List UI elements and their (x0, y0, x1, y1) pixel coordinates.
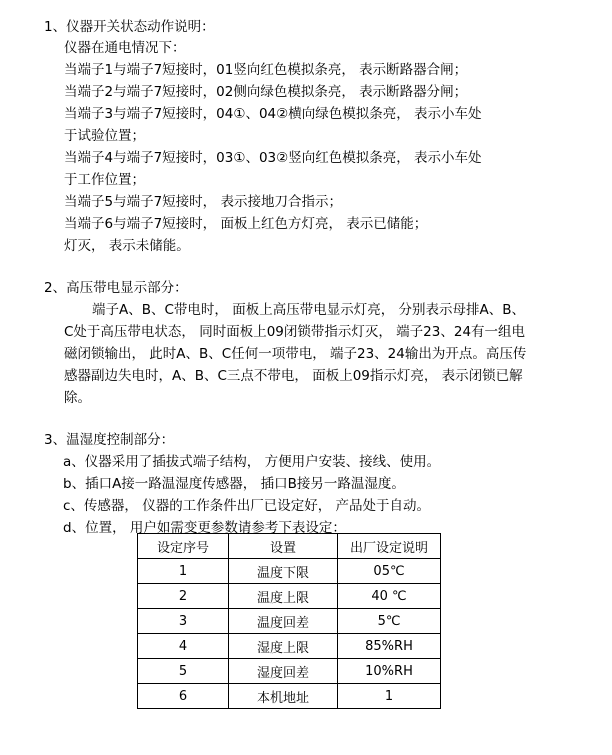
section1-line: 当端子1与端子7短接时，01竖向红色模拟条亮， 表示断路器合闸； (64, 62, 468, 78)
column-header: 出厂设定说明 (338, 534, 441, 559)
section1-line: 当端子5与端子7短接时， 表示接地刀合指示； (64, 194, 342, 210)
table-row (138, 559, 441, 584)
section1-line: 灯灭， 表示未储能。 (64, 238, 190, 254)
section3-item: b、插口A接一路温湿度传感器， 插口B接另一路温湿度。 (63, 476, 405, 492)
section1-line: 当端子3与端子7短接时，04①、04②横向绿色模拟条亮， 表示小车处 (64, 106, 482, 122)
table-row (138, 609, 441, 634)
section3-item: a、仪器采用了插拔式端子结构， 方便用户安装、接线、使用。 (63, 454, 441, 470)
table-cell: 5℃ (338, 609, 441, 634)
section2-line: C处于高压带电状态， 同时面板上09闭锁带指示灯灭， 端子23、24有一组电 (64, 324, 526, 340)
section1-line: 当端子2与端子7短接时，02侧向绿色模拟条亮， 表示断路器分闸； (64, 84, 468, 100)
table-row (138, 659, 441, 684)
section2-line: 感器副边失电时，A、B、C三点不带电， 面板上09指示灯亮， 表示闭锁已解 (64, 368, 523, 384)
section3-item: d、位置， 用户如需变更参数请参考下表设定： (63, 520, 346, 536)
table-cell: 40 ℃ (338, 584, 441, 609)
table-cell: 1 (338, 684, 441, 709)
table-row (138, 634, 441, 659)
table-cell: 湿度上限 (229, 634, 338, 659)
column-header: 设定序号 (138, 534, 229, 559)
table-header-row (138, 534, 441, 559)
section2-line: 磁闭锁输出， 此时A、B、C任何一项带电， 端子23、24输出为开点。高压传 (64, 346, 527, 362)
table-cell: 4 (138, 634, 229, 659)
table-cell: 6 (138, 684, 229, 709)
section1-intro: 仪器在通电情况下： (64, 40, 186, 56)
table-cell: 温度回差 (229, 609, 338, 634)
section1-line: 于试验位置； (64, 128, 145, 144)
table-cell: 1 (138, 559, 229, 584)
section1-line: 于工作位置； (64, 172, 145, 188)
section2-line: 端子A、B、C带电时， 面板上高压带电显示灯亮， 分别表示母排A、B、 (92, 302, 526, 318)
table-row (138, 684, 441, 709)
table-cell: 05℃ (338, 559, 441, 584)
settings-table (137, 533, 441, 709)
section3-heading: 3、温湿度控制部分： (44, 432, 175, 448)
section1-line: 当端子6与端子7短接时， 面板上红色方灯亮， 表示已储能； (64, 216, 428, 232)
table-cell: 2 (138, 584, 229, 609)
table-cell: 85%RH (338, 634, 441, 659)
section1-line: 当端子4与端子7短接时，03①、03②竖向红色模拟条亮， 表示小车处 (64, 150, 482, 166)
table-cell: 温度上限 (229, 584, 338, 609)
section3-item: c、传感器， 仪器的工作条件出厂已设定好， 产品处于自动。 (63, 498, 431, 514)
section2-line: 除。 (64, 390, 91, 406)
table-cell: 5 (138, 659, 229, 684)
table-cell: 3 (138, 609, 229, 634)
table-cell: 本机地址 (229, 684, 338, 709)
section2-heading: 2、高压带电显示部分： (44, 280, 188, 296)
table-cell: 温度下限 (229, 559, 338, 584)
column-header: 设置 (229, 534, 338, 559)
table-row (138, 584, 441, 609)
table-cell: 10%RH (338, 659, 441, 684)
section1-heading: 1、仪器开关状态动作说明： (44, 19, 215, 35)
table-cell: 湿度回差 (229, 659, 338, 684)
